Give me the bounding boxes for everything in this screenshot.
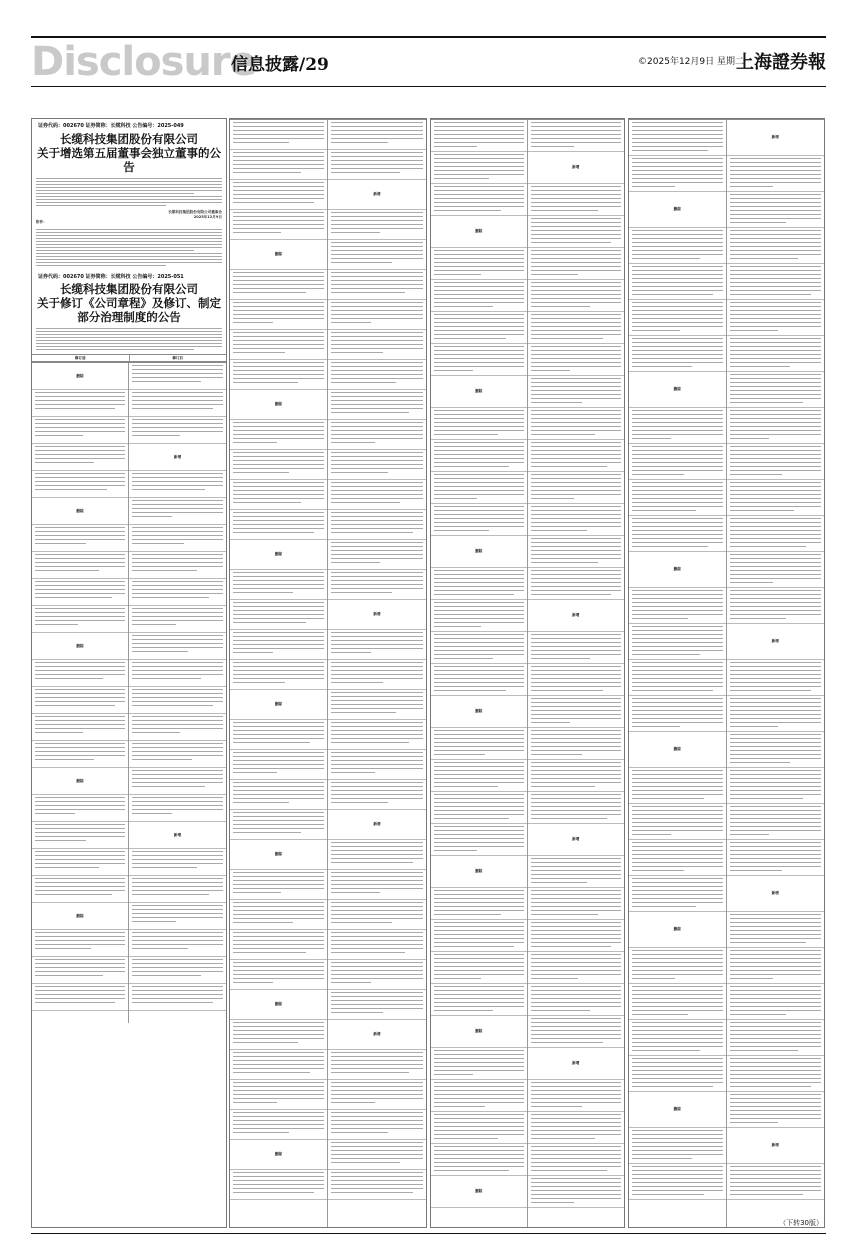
- table-mark: 删除: [274, 1152, 283, 1156]
- table-mark: 删除: [274, 1002, 283, 1006]
- article1-code-line: 证券代码：002670 证券简称：长缆科技 公告编号：2025-049: [38, 123, 184, 129]
- top-rule: [31, 36, 826, 38]
- article1-subtitle: 关于增选第五届董事会独立董事的公告: [37, 146, 221, 174]
- table-mark: 新增: [572, 165, 580, 169]
- table-mark: 新增: [373, 612, 381, 616]
- newspaper-logo: 上海證券報: [736, 52, 826, 73]
- table-mark: 新增: [771, 891, 779, 895]
- table-header-after: 修订后: [172, 356, 184, 360]
- article1-title: 长缆科技集团股份有限公司: [60, 132, 198, 146]
- amendment-table: [32, 362, 226, 1023]
- disclosure-brand: Disclosure: [31, 39, 256, 85]
- article2-subtitle-line-1: 关于修订《公司章程》及修订、制定: [37, 296, 221, 310]
- column-2: [229, 118, 427, 1228]
- table-mark: 删除: [673, 747, 681, 751]
- table-mark: 删除: [274, 252, 283, 256]
- table-mark: 删除: [475, 1189, 483, 1193]
- table-mark: 新增: [173, 454, 182, 459]
- issue-date: ©2025年12月9日 星期二: [638, 57, 744, 67]
- table-mark: 删除: [673, 1107, 681, 1111]
- table-mark: 删除: [673, 927, 681, 931]
- table-header-before: 修订前: [32, 355, 130, 361]
- table-mark: 删除: [475, 389, 483, 393]
- table-mark: 删除: [475, 549, 483, 553]
- table-mark: 删除: [475, 1029, 483, 1033]
- amendment-table-header: [32, 354, 226, 362]
- continued-note: （下转30版）: [779, 1219, 823, 1227]
- table-mark: 新增: [572, 613, 580, 617]
- table-mark: 删除: [76, 373, 84, 378]
- masthead-rule: [31, 86, 826, 87]
- table-mark: 删除: [76, 643, 84, 648]
- bottom-rule: [31, 1233, 826, 1234]
- amendment-table: [230, 119, 426, 1228]
- table-mark: 删除: [76, 508, 84, 513]
- table-mark: 删除: [673, 387, 681, 391]
- article1-resume-heading: 附件：: [36, 220, 47, 224]
- article2-title: 长缆科技集团股份有限公司: [60, 282, 198, 296]
- article2-intro: [32, 324, 226, 354]
- article2-code-line: 证券代码：002670 证券简称：长缆科技 公告编号：2025-051: [38, 274, 184, 280]
- table-mark: 删除: [475, 229, 483, 233]
- article1-signature: 长缆科技集团股份有限公司董事会: [168, 210, 222, 214]
- table-mark: 删除: [673, 567, 681, 571]
- amendment-table: [629, 119, 824, 1228]
- table-mark: 新增: [771, 135, 779, 139]
- table-mark: 删除: [475, 709, 483, 713]
- amendment-table: [431, 119, 624, 1228]
- table-mark: 新增: [572, 1061, 580, 1065]
- table-mark: 新增: [373, 1032, 381, 1036]
- article2-subtitle-line-2: 部分治理制度的公告: [77, 310, 181, 324]
- table-mark: 新增: [771, 639, 779, 643]
- article1-date: 2025年12月9日: [193, 215, 222, 219]
- masthead: [31, 40, 826, 84]
- table-mark: 删除: [274, 852, 283, 856]
- table-mark: 新增: [373, 822, 381, 826]
- table-mark: 新增: [572, 837, 580, 841]
- table-mark: 删除: [475, 869, 483, 873]
- table-mark: 删除: [76, 913, 84, 918]
- column-1: [31, 118, 227, 1228]
- column-4: [628, 118, 825, 1228]
- table-mark: 删除: [673, 207, 681, 211]
- table-mark: 新增: [373, 192, 381, 196]
- article1-resume-body: [32, 225, 226, 270]
- table-mark: 新增: [173, 832, 182, 837]
- table-mark: 删除: [274, 402, 283, 406]
- table-mark: 新增: [771, 1143, 779, 1147]
- article1-body: [32, 174, 226, 210]
- column-3: [430, 118, 625, 1228]
- section-title: 信息披露/29: [231, 55, 329, 75]
- table-mark: 删除: [76, 778, 84, 783]
- table-mark: 删除: [274, 552, 283, 556]
- table-mark: 删除: [274, 702, 283, 706]
